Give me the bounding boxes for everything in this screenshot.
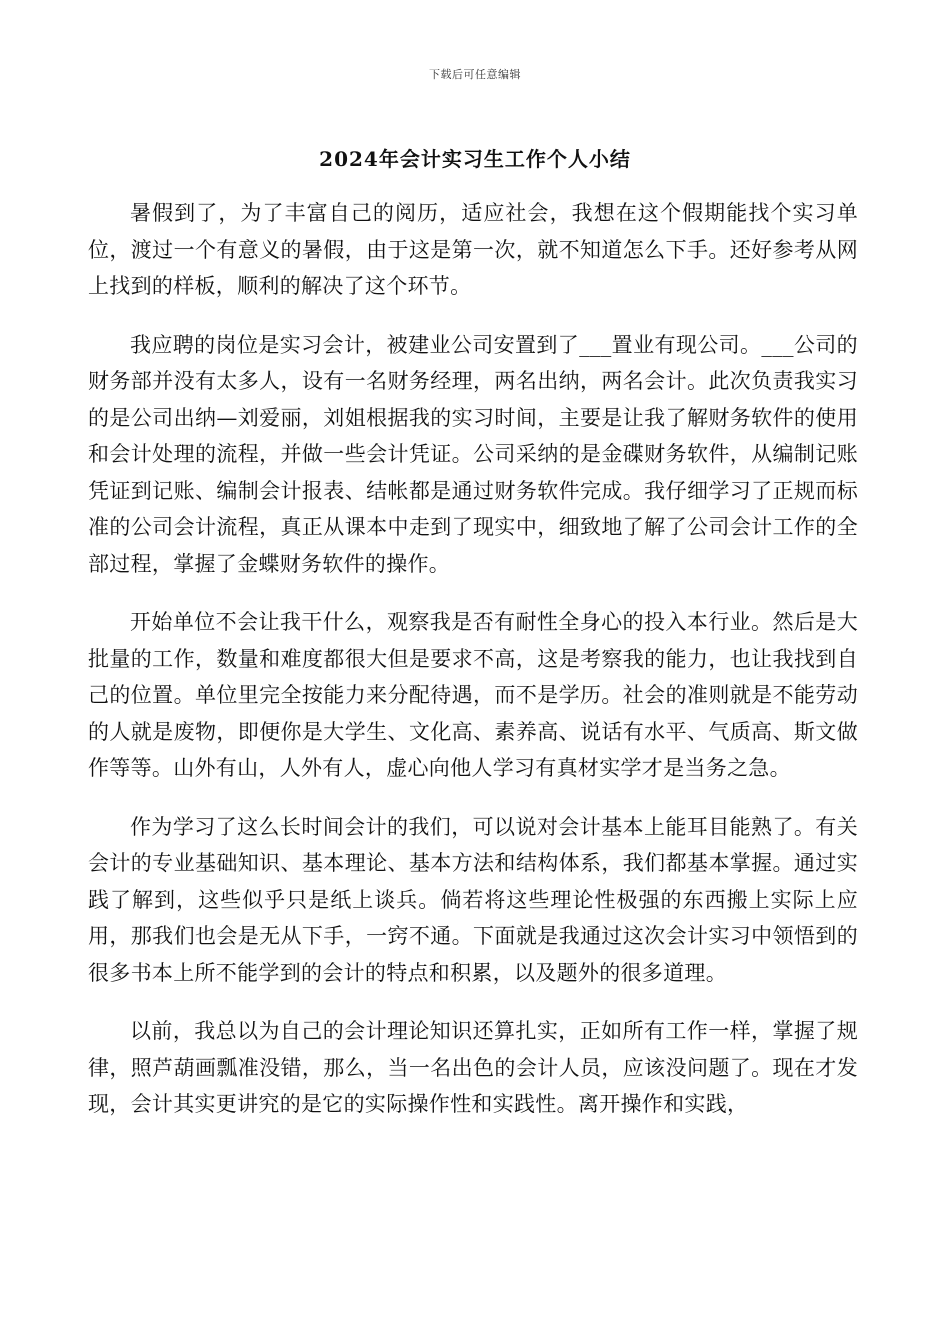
paragraph: 暑假到了，为了丰富自己的阅历，适应社会，我想在这个假期能找个实习单位，渡过一个有意义的暑假，由于这是第一次，就不知道怎么下手。还好参考从网上找到的样板，顺利的解决了这个环节。 [88, 201, 858, 298]
paragraph: 以前，我总以为自己的会计理论知识还算扎实，正如所有工作一样，掌握了规律，照芦葫画瓢准没错，那么，当一名出色的会计人员，应该没问题了。现在才发现，会计其实更讲究的是它的实际操作性和实践性。离开操作和实践， [88, 1019, 858, 1116]
document-body [88, 195, 858, 1145]
paragraph: 我应聘的岗位是实习会计，被建业公司安置到了___置业有现公司。___公司的财务部并没有太多人，设有一名财务经理，两名出纳，两名会计。此次负责我实习的是公司出纳—刘爱丽，刘姐根据我的实习时间，主要是让我了解财务软件的使用和会计处理的流程，并做一些会计凭证。公司采纳的是金碟财务软件，从编制记账凭证到记账、编制会计报表、结帐都是通过财务软件完成。我仔细学习了正规而标准的公司会计流程，真正从课本中走到了现实中，细致地了解了公司会计工作的全部过程，掌握了金蝶财务软件的操作。 [88, 332, 858, 576]
document-title: 2024年会计实习生工作个人小结 [319, 147, 631, 171]
paragraph: 作为学习了这么长时间会计的我们，可以说对会计基本上能耳目能熟了。有关会计的专业基础知识、基本理论、基本方法和结构体系，我们都基本掌握。通过实践了解到，这些似乎只是纸上谈兵。倘若将这些理论性极强的东西搬上实际上应用，那我们也会是无从下手，一窍不通。下面就是我通过这次会计实习中领悟到的很多书本上所不能学到的会计的特点和积累，以及题外的很多道理。 [88, 814, 858, 985]
header-note: 下载后可任意编辑 [429, 68, 521, 81]
paragraph: 开始单位不会让我干什么，观察我是否有耐性全身心的投入本行业。然后是大批量的工作，数量和难度都很大但是要求不高，这是考察我的能力，也让我找到自己的位置。单位里完全按能力来分配待遇，而不是学历。社会的准则就是不能劳动的人就是废物，即便你是大学生、文化高、素养高、说话有水平、气质高、斯文做作等等。山外有山，人外有人，虚心向他人学习有真材实学才是当务之急。 [88, 610, 858, 780]
